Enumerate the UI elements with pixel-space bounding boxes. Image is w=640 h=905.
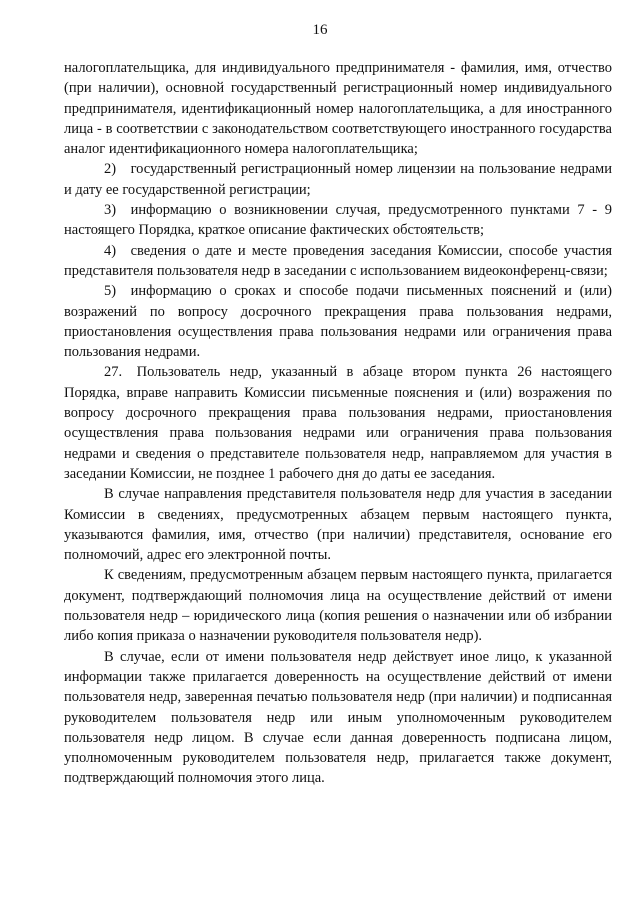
paragraph-continuation: налогоплательщика, для индивидуального предпринимателя - фамилия, имя, отчество (при наличии), основной государственный регистрационный номер индивидуального предпринимателя, идентификационный номер налогоплательщика, а для иностранного лица - в соответствии с законодательством соответствующего иностранного государства аналог идентификационного номера налогоплательщика; xyxy=(64,60,612,158)
list-item-4: 4) сведения о дате и месте проведения заседания Комиссии, способе участия представителя пользователя недр в заседании с использованием видеоконференц-связи; xyxy=(64,242,612,279)
paragraph-power-of-attorney: В случае, если от имени пользователя недр действует иное лицо, к указанной информации также прилагается доверенность на осуществление действий от имени пользователя недр, заверенная печатью пользователя недр (при наличии) и подписанная руководителем пользователя недр или иным уполномоченным руководителем пользователя недр лицом. В случае если данная доверенность подписана лицом, уполномоченным руководителем пользователя недр, прилагается также документ, подтверждающий полномочия этого лица. xyxy=(64,648,612,787)
paragraph-representative: В случае направления представителя пользователя недр для участия в заседании Комиссии в сведениях, предусмотренных абзацем первым настоящего пункта, указываются фамилия, имя, отчество (при наличии) представителя, основание его полномочий, адрес его электронной почты. xyxy=(64,486,612,564)
list-item-3: 3) информацию о возникновении случая, предусмотренного пунктами 7 - 9 настоящего Порядка, краткое описание фактических обстоятельств; xyxy=(64,202,612,239)
document-body xyxy=(64,58,612,789)
page-number: 16 xyxy=(312,22,328,38)
list-item-2: 2) государственный регистрационный номер лицензии на пользование недрами и дату ее государственной регистрации; xyxy=(64,161,612,198)
list-item-5: 5) информацию о сроках и способе подачи письменных пояснений и (или) возражений по вопросу досрочного прекращения права пользования недрами, приостановления осуществления права пользования недрами или ограничения права пользования недрами. xyxy=(64,283,612,361)
paragraph-attachment: К сведениям, предусмотренным абзацем первым настоящего пункта, прилагается документ, подтверждающий полномочия лица на осуществление действий от имени пользователя недр – юридического лица (копия решения о назначении или об избрании либо копия приказа о назначении руководителя пользователя недр). xyxy=(64,567,612,645)
section-27: 27. Пользователь недр, указанный в абзаце втором пункта 26 настоящего Порядка, вправе направить Комиссии письменные пояснения и (или) возражения по вопросу досрочного прекращения права пользования недрами, приостановления осуществления права пользования недрами или ограничения права пользования недрами и сведения о представителе пользователя недр, направляемом для участия в заседании Комиссии, не позднее 1 рабочего дня до даты ее заседания. xyxy=(64,364,612,482)
